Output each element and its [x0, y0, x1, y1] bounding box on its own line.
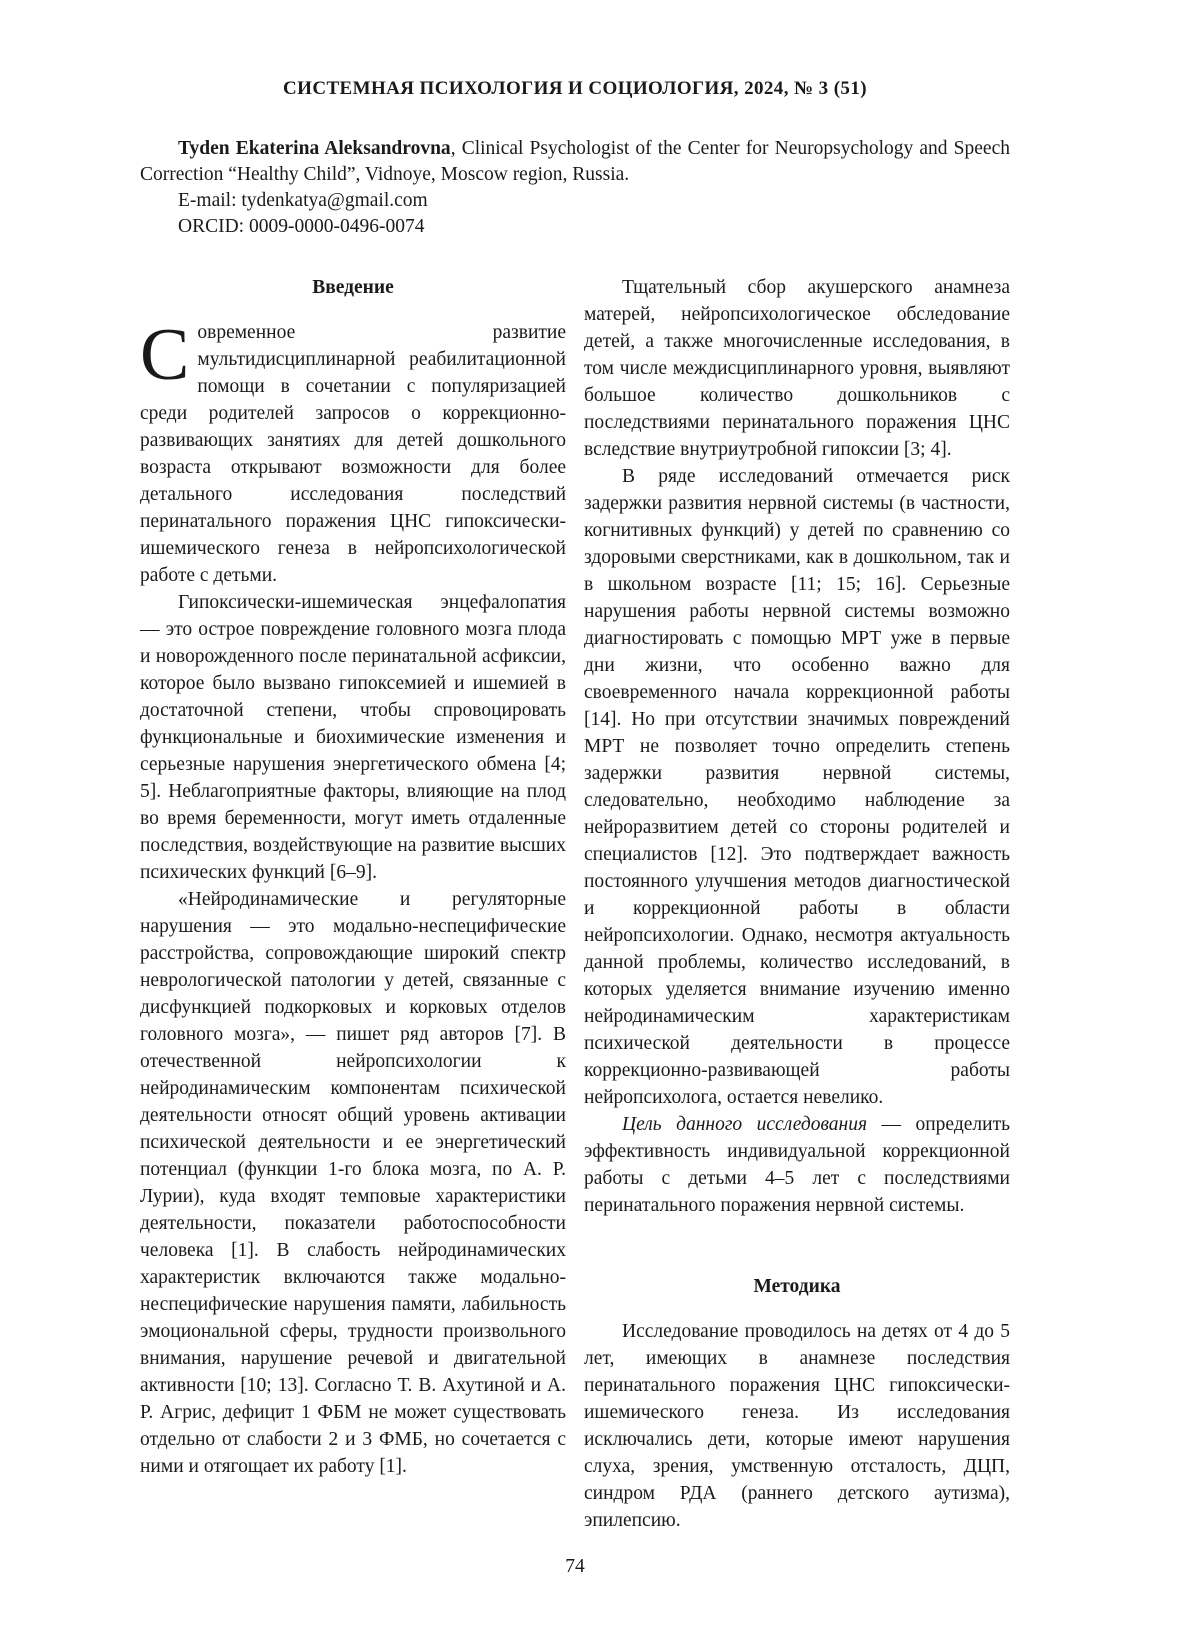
section-heading-introduction: Введение	[312, 277, 394, 298]
paragraph-intro-2: Гипоксически-ишемическая энцефалопатия — это острое повреждение головного мозга плода и новорожденного после перинатальной асфиксии, которое было вызвано гипоксемией и ишемией в достаточной степени, чтобы спровоцировать функциональные и биохимические изменения и серьезные нарушения энергетического обмена [4; 5]. Неблагоприятные факторы, влияющие на плод во время беременности, могут иметь отдаленные последствия, воздействующие на развитие высших психических функций [6–9].	[140, 592, 566, 883]
section-heading-methods: Методика	[753, 1276, 841, 1297]
page-number: 74	[565, 1556, 585, 1577]
author-affiliation	[140, 136, 1010, 188]
study-goal-lead-italic: Цель данного исследования	[622, 1114, 868, 1135]
author-orcid: ORCID: 0009-0000-0496-0074	[178, 216, 425, 237]
journal-header: СИСТЕМНАЯ ПСИХОЛОГИЯ И СОЦИОЛОГИЯ, 2024, № 3 (51)	[283, 78, 867, 99]
two-column-body	[140, 274, 1010, 1534]
study-goal-rest: — определить эффективность индивидуальной коррекционной работы с детьми 4–5 лет с последствиями перинатального поражения нервной системы.	[584, 1114, 1010, 1216]
paragraph-intro-1	[140, 314, 566, 589]
paragraph-right-2: В ряде исследований отмечается риск задержки развития нервной системы (в частности, когнитивных функций) у детей по сравнению со здоровыми сверстниками, как в дошкольном, так и в школьном возрасте [11; 15; 16]. Серьезные нарушения работы нервной системы возможно диагностировать с помощью МРТ уже в первые дни жизни, что особенно важно для своевременного начала коррекционной работы [14]. Но при отсутствии значимых повреждений МРТ не позволяет точно определить степень задержки развития нервной системы, следовательно, необходимо наблюдение за нейроразвитием детей со стороны родителей и специалистов [12]. Это подтверждает важность постоянного улучшения методов диагностической и коррекционной работы в области нейропсихологии. Однако, несмотря актуальность данной проблемы, количество исследований, в которых уделяется внимание изучению именно нейродинамическим характеристикам психической деятельности в процессе коррекционно-развивающей работы нейропсихолога, остается невелико.	[584, 466, 1010, 1108]
author-affiliation-text: , Clinical Psychologist of the Center for Neuropsychology and Speech Correction “Healthy Child”, Vidnoye, Moscow region, Russia.	[140, 138, 1010, 185]
author-email: E-mail: tydenkatya@gmail.com	[178, 190, 428, 211]
left-column	[140, 274, 566, 1534]
author-block	[140, 136, 1010, 240]
paragraph-methods-1: Исследование проводилось на детях от 4 до 5 лет, имеющих в анамнезе последствия перинатального поражения ЦНС гипоксически-ишемического генеза. Из исследования исключались дети, которые имеют нарушения слуха, зрения, умственную отсталость, ДЦП, синдром РДА (раннего детского аутизма), эпилепсию.	[584, 1321, 1010, 1531]
author-name: Tyden Ekaterina Aleksandrovna	[178, 138, 451, 159]
paragraph-right-1: Тщательный сбор акушерского анамнеза матерей, нейропсихологическое обследование детей, а также многочисленные исследования, в том числе междисциплинарного уровня, выявляют большое количество дошкольников с последствиями перинатального поражения ЦНС вследствие внутриутробной гипоксии [3; 4].	[584, 277, 1010, 460]
drop-cap: С	[140, 314, 190, 396]
paragraph-study-goal	[584, 1111, 1010, 1219]
paragraph-intro-3: «Нейродинамические и регуляторные нарушения — это модально-неспецифические расстройства, сопровождающие широкий спектр неврологической патологии у детей, связанные с дисфункцией подкорковых и корковых отделов головного мозга», — пишет ряд авторов [7]. В отечественной нейропсихологии к нейродинамическим компонентам психической деятельности относят общий уровень активации психической деятельности и ее энергетический потенциал (функции 1-го блока мозга, по А. Р. Лурии), куда входят темповые характеристики деятельности, показатели работоспособности человека [1]. В слабость нейродинамических характеристик включаются также модально-неспецифические нарушения памяти, лабильность эмоциональной сферы, трудности произвольного внимания, нарушение речевой и двигательной активности [10; 13]. Согласно Т. В. Ахутиной и А. Р. Агрис, дефицит 1 ФБМ не может существовать отдельно от слабости 2 и 3 ФМБ, но сочетается с ними и отягощает их работу [1].	[140, 889, 566, 1477]
paragraph-intro-1-text: овременное развитие мультидисциплинарной реабилитационной помощи в сочетании с популяризацией среди родителей запросов о коррекционно-развивающих занятиях для детей дошкольного возраста открывают возможности для более детального исследования последствий перинатального поражения ЦНС гипоксически-ишемического генеза в нейропсихологической работе с детьми.	[140, 322, 566, 586]
right-column	[584, 274, 1010, 1534]
